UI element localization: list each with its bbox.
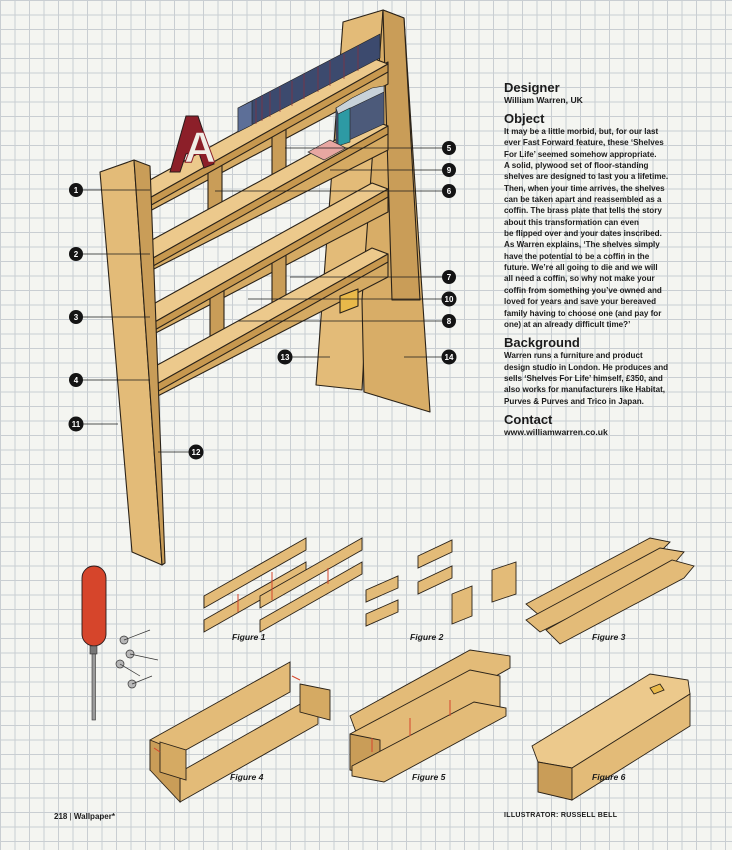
callout-12: [189, 445, 204, 460]
callout-13: [278, 350, 293, 365]
object-body: It may be a little morbid, but, for our last ever Fast Forward feature, these ‘Shelves For Life’ seemed somehow appropriate. A solid, plywood set of floor-standing shelves are designed to last you a lifetime. Then, when your time arrives, the shelves can be taken apart and reassembled as a coffin. The brass plate that tells the story about this transformation can even be flipped over and your dates inscribed. As Warren explains, ‘The shelves simply have the potential to be a coffin in the future. We’re all going to die and we will all need a coffin, so why not make your coffin from something you’ve owned and loved for years and save your bereaved family having to choose one (and pay for one) at an already difficult time?’: [504, 127, 669, 329]
svg-text:6: 6: [446, 187, 452, 196]
figure-2-caption: Figure 2: [410, 632, 444, 642]
callout-10: [442, 292, 457, 307]
callout-3: [69, 310, 83, 324]
callout-9: [442, 163, 456, 177]
illustrator-credit: ILLUSTRATOR: RUSSELL BELL: [504, 812, 618, 819]
callout-5: [442, 141, 456, 155]
figure-3-panels: [526, 538, 694, 644]
svg-text:2: 2: [73, 250, 79, 259]
designer-name: William Warren, UK: [504, 95, 583, 105]
article-column: [504, 80, 730, 438]
svg-text:5: 5: [446, 144, 452, 153]
callout-2: [69, 247, 83, 261]
svg-text:11: 11: [71, 420, 81, 429]
magazine-name: Wallpaper*: [73, 812, 115, 821]
callout-4: [69, 373, 83, 387]
figure-5-caption: Figure 5: [412, 772, 446, 782]
callout-8: [442, 314, 456, 328]
svg-text:A: A: [184, 123, 216, 172]
svg-text:13: 13: [280, 353, 290, 362]
letter-a-ornament: [170, 116, 216, 172]
svg-text:8: 8: [446, 317, 452, 326]
callout-14: [442, 350, 457, 365]
svg-text:9: 9: [446, 166, 452, 175]
figure-1-caption: Figure 1: [232, 632, 266, 642]
background-heading: Background: [504, 335, 580, 351]
contact-url[interactable]: www.williamwarren.co.uk: [504, 426, 608, 437]
figure-1-planks: [204, 538, 362, 632]
svg-text:12: 12: [191, 448, 201, 457]
callout-6: [442, 184, 456, 198]
svg-text:1: 1: [73, 186, 79, 195]
figure-3-caption: Figure 3: [592, 632, 626, 642]
figure-2-pieces: [366, 540, 516, 626]
svg-text:14: 14: [444, 353, 454, 362]
page-footer: 218 | Wallpaper*: [54, 812, 115, 821]
designer-heading: Designer: [504, 80, 560, 95]
svg-text:7: 7: [446, 273, 452, 282]
screwdriver-icon: [82, 566, 106, 720]
page-number: 218: [54, 812, 68, 821]
object-heading: Object: [504, 111, 545, 126]
figure-6-caption: Figure 6: [592, 772, 626, 782]
callout-1: [69, 183, 83, 197]
svg-text:3: 3: [73, 313, 79, 322]
contact-heading: Contact: [504, 411, 553, 427]
svg-text:4: 4: [73, 376, 79, 385]
background-body: Warren runs a furniture and product design studio in London. He produces and sells ‘Shelves For Life’ himself, £350, and also works for manufacturers like Habitat, Purves & Purves and Trico in Japan.: [504, 351, 669, 406]
svg-text:10: 10: [444, 295, 454, 304]
figure-5-coffin: [350, 650, 510, 782]
callout-7: [442, 270, 456, 284]
figure-4-caption: Figure 4: [230, 772, 264, 782]
screws-icon: [116, 630, 158, 688]
callout-11: [69, 417, 84, 432]
